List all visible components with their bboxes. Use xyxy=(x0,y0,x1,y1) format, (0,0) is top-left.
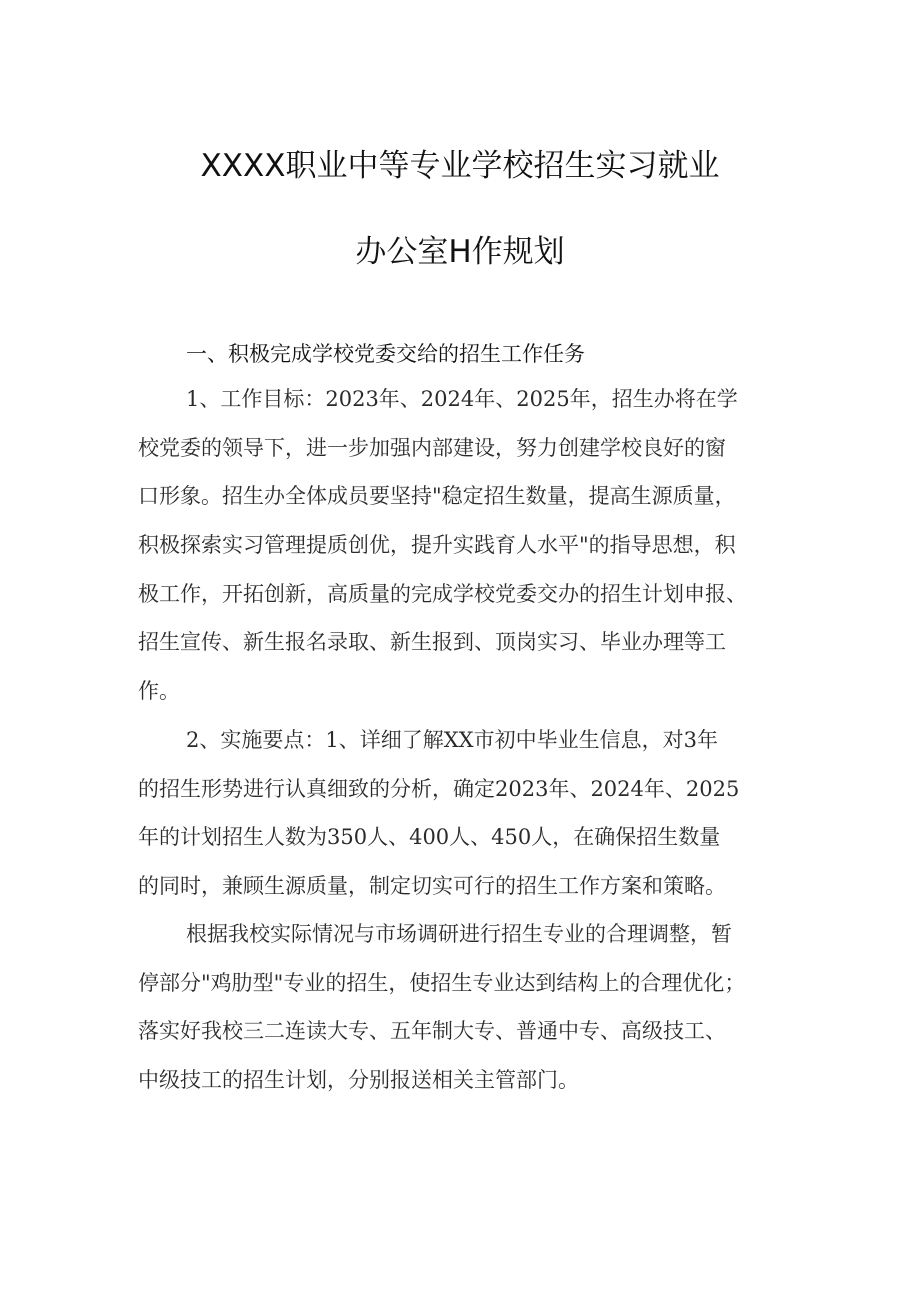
paragraph-implementation-points xyxy=(138,716,798,911)
document-title-line-1: XXXX职业中等专业学校招生实习就业 xyxy=(200,148,720,184)
paragraph-line: 校党委的领导下，进一步加强内部建设，努力创建学校良好的窗 xyxy=(138,435,726,460)
paragraph-line: 的同时，兼顾生源质量，制定切实可行的招生工作方案和策略。 xyxy=(138,874,726,899)
paragraph-line: 作。 xyxy=(138,679,180,704)
document-title-line-2: 办公室H作规划 xyxy=(355,234,565,270)
paragraph-line: 年的计划招生人数为350人、400人、450人，在确保招生数量 xyxy=(138,825,721,850)
section-heading: 一、积极完成学校党委交给的招生工作任务 xyxy=(186,342,585,366)
paragraph-line: 口形象。招生办全体成员要坚持"稳定招生数量，提高生源质量， xyxy=(138,484,736,509)
paragraph-line: 1、工作目标：2023年、2024年、2025年，招生办将在学 xyxy=(186,387,738,411)
paragraph-work-goal xyxy=(138,375,798,716)
paragraph-line: 落实好我校三二连读大专、五年制大专、普通中专、高级技工、 xyxy=(138,1019,726,1044)
paragraph-line: 招生宣传、新生报名录取、新生报到、顶岗实习、毕业办理等工 xyxy=(138,630,726,655)
paragraph-line: 2、实施要点：1、详细了解XX市初中毕业生信息，对3年 xyxy=(186,728,718,752)
paragraph-line: 的招生形势进行认真细致的分析，确定2023年、2024年、2025 xyxy=(138,776,740,801)
paragraph-major-adjustment xyxy=(138,910,798,1105)
paragraph-line: 极工作，开拓创新，高质量的完成学校党委交办的招生计划申报、 xyxy=(138,581,747,606)
paragraph-line: 根据我校实际情况与市场调研进行招生专业的合理调整，暂 xyxy=(186,922,732,946)
paragraph-line: 积极探索实习管理提质创优，提升实践育人水平"的指导思想，积 xyxy=(138,533,736,558)
paragraph-line: 停部分"鸡肋型"专业的招生，使招生专业达到结构上的合理优化； xyxy=(138,970,746,995)
paragraph-line: 中级技工的招生计划，分别报送相关主管部门。 xyxy=(138,1068,579,1093)
